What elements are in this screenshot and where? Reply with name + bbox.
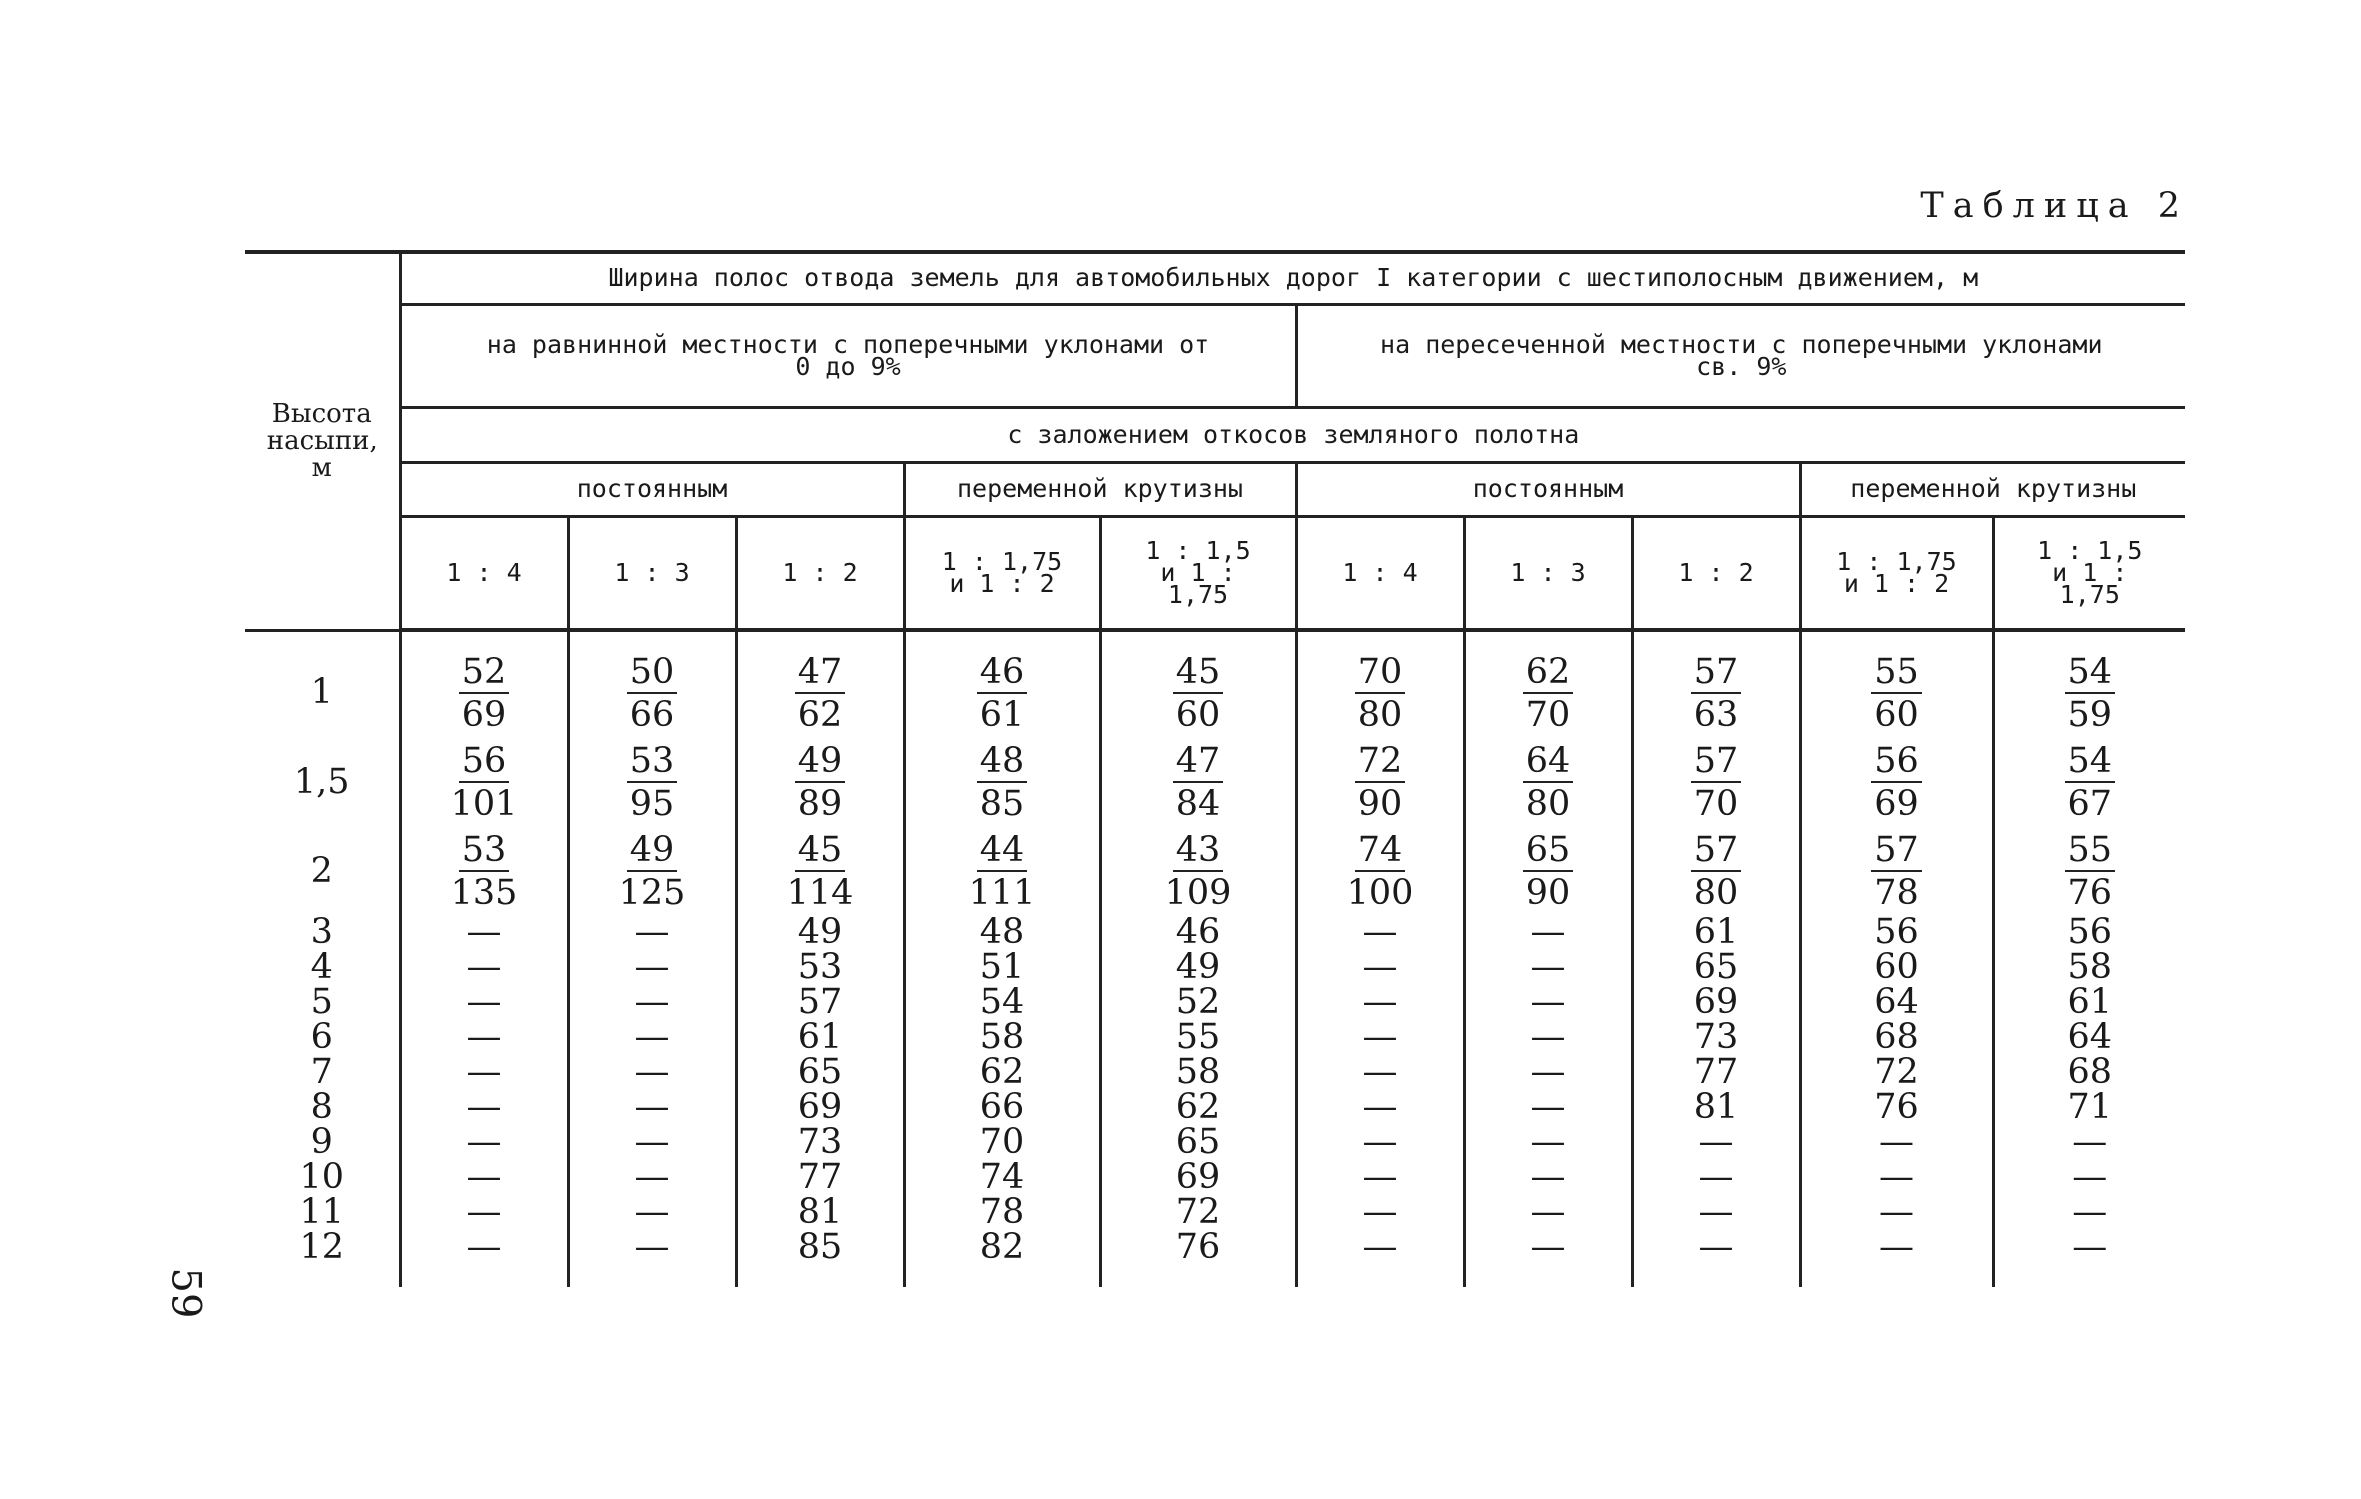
width-cell: 72	[1800, 1055, 1993, 1090]
fraction	[2065, 742, 2116, 823]
fraction-denominator: 85	[979, 783, 1025, 824]
fraction-denominator: 84	[1175, 783, 1221, 824]
width-cell: —	[400, 1020, 568, 1055]
width-cell: —	[568, 915, 736, 950]
fraction	[966, 831, 1039, 912]
slope-ratio: 1 : 1,5 и 1 : 1,75	[1993, 516, 2185, 630]
table-row	[245, 985, 2185, 1020]
width-cell	[1296, 737, 1464, 826]
table-row	[245, 1160, 2185, 1195]
fraction-numerator: 55	[1871, 653, 1922, 694]
width-cell: 68	[1800, 1020, 1993, 1055]
embankment-height: 1,5	[293, 761, 350, 802]
width-cell: 64	[1800, 985, 1993, 1020]
embankment-height: 8	[310, 1087, 333, 1127]
fraction	[795, 653, 846, 734]
fraction-denominator: 69	[461, 694, 507, 735]
fraction-numerator: 47	[1173, 742, 1224, 783]
fraction	[627, 742, 678, 823]
fraction-numerator: 52	[459, 653, 510, 694]
fraction-numerator: 64	[1523, 742, 1574, 783]
slope-ratio: 1 : 2	[1632, 516, 1800, 630]
width-cell: —	[400, 1055, 568, 1090]
width-cell: —	[1800, 1195, 1993, 1230]
slope-ratio: 1 : 3	[1464, 516, 1632, 630]
width-cell: 66	[904, 1090, 1100, 1125]
width-cell: —	[1296, 1020, 1464, 1055]
fraction	[784, 831, 857, 912]
width-cell: 74	[904, 1160, 1100, 1195]
width-cell	[568, 826, 736, 915]
fraction	[1173, 653, 1224, 734]
fraction-denominator: 63	[1693, 694, 1739, 735]
width-cell: —	[1632, 1230, 1800, 1287]
fraction-numerator: 48	[977, 742, 1028, 783]
fraction	[627, 653, 678, 734]
fraction-numerator: 45	[795, 831, 846, 872]
flat-terrain-header: на равнинной местности с поперечными уклонами от 0 до 9%	[400, 304, 1296, 407]
land-allotment-table	[245, 250, 2185, 1287]
fraction	[795, 742, 846, 823]
width-cell: —	[568, 1055, 736, 1090]
width-cell: 57	[736, 985, 904, 1020]
width-cell	[736, 737, 904, 826]
table-row	[245, 1020, 2185, 1055]
width-cell: —	[400, 1125, 568, 1160]
fraction-numerator: 57	[1691, 742, 1742, 783]
width-cell	[1993, 826, 2185, 915]
width-cell: 61	[1993, 985, 2185, 1020]
fraction-numerator: 44	[977, 831, 1028, 872]
fraction-denominator: 80	[1357, 694, 1403, 735]
fraction	[1523, 831, 1574, 912]
fraction	[1691, 831, 1742, 912]
width-cell	[1100, 630, 1296, 737]
width-cell: 85	[736, 1230, 904, 1287]
width-cell: —	[400, 1230, 568, 1287]
width-cell: —	[1464, 915, 1632, 950]
fraction	[448, 831, 521, 912]
width-cell: —	[1464, 985, 1632, 1020]
width-cell: 72	[1100, 1195, 1296, 1230]
width-cell: —	[568, 1195, 736, 1230]
width-cell	[400, 737, 568, 826]
width-cell	[1100, 826, 1296, 915]
width-cell: —	[1296, 985, 1464, 1020]
width-cell	[1800, 826, 1993, 915]
width-cell: 65	[736, 1055, 904, 1090]
width-cell	[904, 826, 1100, 915]
fraction	[459, 653, 510, 734]
width-cell: —	[1464, 1195, 1632, 1230]
width-cell	[1632, 630, 1800, 737]
slope-ratio: 1 : 4	[400, 516, 568, 630]
width-cell: —	[1993, 1230, 2185, 1287]
width-cell: —	[568, 950, 736, 985]
variable-slope-header-rough: переменной крутизны	[1800, 462, 2185, 516]
width-cell: —	[1464, 1090, 1632, 1125]
table-row	[245, 1055, 2185, 1090]
fraction-denominator: 80	[1693, 872, 1739, 913]
fraction-numerator: 72	[1355, 742, 1406, 783]
width-cell: 73	[1632, 1020, 1800, 1055]
slopes-header: с заложением откосов земляного полотна	[400, 407, 2185, 462]
embankment-height: 4	[310, 947, 333, 987]
fraction-denominator: 62	[797, 694, 843, 735]
fraction-numerator: 65	[1523, 831, 1574, 872]
fraction-denominator: 109	[1164, 872, 1232, 913]
table-row	[245, 630, 2185, 737]
width-cell: —	[400, 1195, 568, 1230]
table-row	[245, 915, 2185, 950]
width-cell: 70	[904, 1125, 1100, 1160]
fraction	[1355, 653, 1406, 734]
width-cell: 49	[1100, 950, 1296, 985]
width-cell: 62	[1100, 1090, 1296, 1125]
width-cell: 78	[904, 1195, 1100, 1230]
fraction-denominator: 114	[786, 872, 854, 913]
width-cell: 48	[904, 915, 1100, 950]
table-row	[245, 737, 2185, 826]
width-cell: —	[400, 915, 568, 950]
width-cell: —	[1464, 1230, 1632, 1287]
table-row	[245, 826, 2185, 915]
fraction	[1871, 831, 1922, 912]
fraction	[1344, 831, 1417, 912]
fraction-denominator: 70	[1525, 694, 1571, 735]
embankment-height: 12	[299, 1227, 345, 1267]
fraction-denominator: 89	[797, 783, 843, 824]
fraction-numerator: 49	[795, 742, 846, 783]
width-cell: —	[568, 1020, 736, 1055]
slope-ratio: 1 : 2	[736, 516, 904, 630]
width-cell: 46	[1100, 915, 1296, 950]
width-cell: —	[1464, 1055, 1632, 1090]
width-cell: —	[1800, 1160, 1993, 1195]
width-cell: 58	[904, 1020, 1100, 1055]
width-cell: —	[568, 985, 736, 1020]
fraction-denominator: 125	[618, 872, 686, 913]
width-cell: —	[1632, 1160, 1800, 1195]
width-cell: —	[1800, 1230, 1993, 1287]
fraction-numerator: 57	[1691, 653, 1742, 694]
fraction	[616, 831, 689, 912]
fraction-numerator: 54	[2065, 742, 2116, 783]
width-cell: —	[1800, 1125, 1993, 1160]
width-cell: 61	[736, 1020, 904, 1055]
fraction-numerator: 43	[1173, 831, 1224, 872]
width-cell: —	[1296, 915, 1464, 950]
fraction-denominator: 59	[2067, 694, 2113, 735]
width-cell: —	[1993, 1125, 2185, 1160]
embankment-height: 3	[310, 912, 333, 952]
fraction	[2065, 831, 2116, 912]
width-cell: —	[1993, 1195, 2185, 1230]
fraction	[1691, 742, 1742, 823]
width-cell	[1632, 737, 1800, 826]
fraction	[977, 653, 1028, 734]
width-cell: —	[400, 985, 568, 1020]
width-cell: 69	[736, 1090, 904, 1125]
fraction-denominator: 100	[1346, 872, 1414, 913]
fraction-numerator: 50	[627, 653, 678, 694]
width-cell	[1296, 826, 1464, 915]
fraction	[1523, 742, 1574, 823]
embankment-height: 9	[310, 1122, 333, 1162]
fraction-numerator: 74	[1355, 831, 1406, 872]
width-cell: 54	[904, 985, 1100, 1020]
width-cell: —	[1464, 1020, 1632, 1055]
table-row	[245, 1090, 2185, 1125]
width-cell: —	[1296, 1195, 1464, 1230]
main-title-header: Ширина полос отвода земель для автомобильных дорог I категории с шестиполосным движением, м	[400, 252, 2185, 304]
width-cell: —	[1296, 1090, 1464, 1125]
fraction-denominator: 76	[2067, 872, 2113, 913]
fraction-denominator: 60	[1874, 694, 1919, 735]
width-cell: 56	[1993, 915, 2185, 950]
fraction	[1173, 742, 1224, 823]
fraction-denominator: 101	[450, 783, 518, 824]
width-cell: 71	[1993, 1090, 2185, 1125]
fraction-numerator: 70	[1355, 653, 1406, 694]
fraction-denominator: 60	[1175, 694, 1221, 735]
fraction	[1523, 653, 1574, 734]
table-body	[245, 630, 2185, 1287]
fraction-denominator: 90	[1525, 872, 1571, 913]
variable-slope-header-flat: переменной крутизны	[904, 462, 1296, 516]
width-cell: 51	[904, 950, 1100, 985]
slope-ratio-row	[245, 516, 2185, 630]
fraction-denominator: 61	[979, 694, 1025, 735]
fraction-denominator: 135	[450, 872, 518, 913]
table-caption: Таблица 2	[1920, 186, 2189, 226]
width-cell	[1800, 630, 1993, 737]
fraction	[448, 742, 521, 823]
width-cell	[1993, 630, 2185, 737]
embankment-height: 7	[310, 1052, 333, 1092]
embankment-height-header: Высота насыпи, м	[245, 252, 400, 630]
width-cell	[1632, 826, 1800, 915]
width-cell: 76	[1100, 1230, 1296, 1287]
fraction-denominator: 69	[1874, 783, 1919, 824]
width-cell: 60	[1800, 950, 1993, 985]
width-cell	[736, 630, 904, 737]
fraction-denominator: 80	[1525, 783, 1571, 824]
width-cell: 82	[904, 1230, 1100, 1287]
width-cell: 62	[904, 1055, 1100, 1090]
table-header	[245, 252, 2185, 630]
width-cell: —	[400, 950, 568, 985]
fraction-numerator: 56	[1871, 742, 1922, 783]
embankment-height: 1	[310, 672, 333, 713]
fraction-numerator: 49	[627, 831, 678, 872]
slope-ratio: 1 : 4	[1296, 516, 1464, 630]
width-cell: 81	[1632, 1090, 1800, 1125]
fraction-numerator: 46	[977, 653, 1028, 694]
width-cell: —	[1464, 1160, 1632, 1195]
fraction-denominator: 66	[629, 694, 675, 735]
table-row	[245, 1195, 2185, 1230]
width-cell: 64	[1993, 1020, 2185, 1055]
table-row	[245, 950, 2185, 985]
fraction-numerator: 53	[627, 742, 678, 783]
width-cell: 56	[1800, 915, 1993, 950]
width-cell: —	[568, 1090, 736, 1125]
width-cell	[568, 630, 736, 737]
constant-slope-header-flat: постоянным	[400, 462, 904, 516]
slope-ratio: 1 : 1,75 и 1 : 2	[904, 516, 1100, 630]
fraction	[1871, 742, 1922, 823]
fraction	[1162, 831, 1235, 912]
width-cell: 49	[736, 915, 904, 950]
fraction-numerator: 62	[1523, 653, 1574, 694]
embankment-height: 5	[310, 982, 333, 1022]
width-cell	[1800, 737, 1993, 826]
rough-terrain-header: на пересеченной местности с поперечными уклонами св. 9%	[1296, 304, 2185, 407]
width-cell: 73	[736, 1125, 904, 1160]
fraction	[2065, 653, 2116, 734]
constant-slope-header-rough: постоянным	[1296, 462, 1800, 516]
width-cell: 61	[1632, 915, 1800, 950]
width-cell: —	[568, 1160, 736, 1195]
fraction-denominator: 95	[629, 783, 675, 824]
width-cell: 65	[1100, 1125, 1296, 1160]
width-cell: 53	[736, 950, 904, 985]
fraction-denominator: 78	[1874, 872, 1919, 913]
width-cell: —	[1296, 1230, 1464, 1287]
fraction-numerator: 55	[2065, 831, 2116, 872]
fraction	[1691, 653, 1742, 734]
table-row	[245, 1125, 2185, 1160]
fraction	[1871, 653, 1922, 734]
page-number: 59	[162, 1267, 209, 1319]
width-cell	[400, 826, 568, 915]
fraction-denominator: 70	[1693, 783, 1739, 824]
width-cell: 69	[1632, 985, 1800, 1020]
embankment-height: 6	[310, 1017, 333, 1057]
embankment-height: 11	[299, 1192, 345, 1232]
width-cell: 81	[736, 1195, 904, 1230]
width-cell: —	[1296, 1160, 1464, 1195]
width-cell: —	[1464, 950, 1632, 985]
fraction-denominator: 67	[2067, 783, 2113, 824]
width-cell: 76	[1800, 1090, 1993, 1125]
width-cell	[400, 630, 568, 737]
width-cell	[568, 737, 736, 826]
width-cell: 58	[1100, 1055, 1296, 1090]
slope-ratio: 1 : 1,5 и 1 : 1,75	[1100, 516, 1296, 630]
width-cell: —	[1464, 1125, 1632, 1160]
fraction-numerator: 54	[2065, 653, 2116, 694]
fraction-numerator: 47	[795, 653, 846, 694]
width-cell: —	[1296, 1055, 1464, 1090]
width-cell	[736, 826, 904, 915]
width-cell	[1464, 630, 1632, 737]
slope-ratio: 1 : 1,75 и 1 : 2	[1800, 516, 1993, 630]
width-cell: —	[568, 1230, 736, 1287]
fraction-numerator: 57	[1691, 831, 1742, 872]
fraction-denominator: 111	[968, 872, 1036, 913]
width-cell: —	[1993, 1160, 2185, 1195]
width-cell	[1464, 826, 1632, 915]
width-cell	[1993, 737, 2185, 826]
width-cell: 69	[1100, 1160, 1296, 1195]
width-cell	[1464, 737, 1632, 826]
fraction	[977, 742, 1028, 823]
width-cell: —	[1296, 1125, 1464, 1160]
width-cell: 65	[1632, 950, 1800, 985]
width-cell: —	[400, 1090, 568, 1125]
fraction-numerator: 56	[459, 742, 510, 783]
width-cell: 55	[1100, 1020, 1296, 1055]
width-cell: —	[568, 1125, 736, 1160]
embankment-height: 2	[310, 850, 333, 891]
width-cell: —	[1296, 950, 1464, 985]
width-cell: —	[1632, 1125, 1800, 1160]
width-cell: —	[400, 1160, 568, 1195]
width-cell	[904, 630, 1100, 737]
embankment-height: 10	[299, 1157, 345, 1197]
width-cell: 77	[736, 1160, 904, 1195]
table-row	[245, 1230, 2185, 1287]
width-cell	[1296, 630, 1464, 737]
fraction	[1355, 742, 1406, 823]
width-cell	[904, 737, 1100, 826]
fraction-denominator: 90	[1357, 783, 1403, 824]
width-cell: 77	[1632, 1055, 1800, 1090]
width-cell	[1100, 737, 1296, 826]
width-cell: 68	[1993, 1055, 2185, 1090]
fraction-numerator: 53	[459, 831, 510, 872]
width-cell: 58	[1993, 950, 2185, 985]
fraction-numerator: 45	[1173, 653, 1224, 694]
width-cell: —	[1632, 1195, 1800, 1230]
fraction-numerator: 57	[1871, 831, 1922, 872]
width-cell: 52	[1100, 985, 1296, 1020]
slope-ratio: 1 : 3	[568, 516, 736, 630]
